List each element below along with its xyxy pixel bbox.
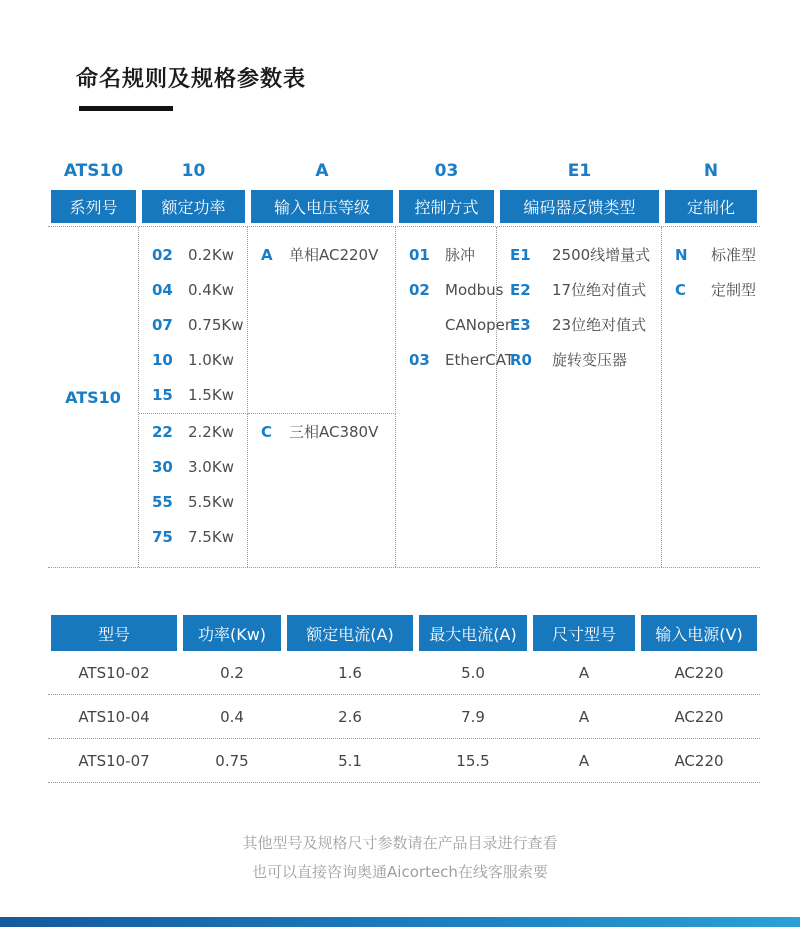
spec-header-input-power: 输入电源(V) xyxy=(641,615,757,651)
control-code: 02 xyxy=(409,280,430,299)
naming-code-voltage: A xyxy=(315,161,329,181)
control-item xyxy=(396,342,514,377)
power-item xyxy=(139,414,247,449)
spec-row xyxy=(48,739,760,783)
voltage-item xyxy=(248,237,395,272)
encoder-item xyxy=(497,237,661,272)
encoder-code: E3 xyxy=(510,315,531,334)
spec-cell-power: 0.2 xyxy=(220,663,244,682)
series-label: ATS10 xyxy=(65,387,121,407)
power-label: 1.0Kw xyxy=(188,350,234,369)
voltage-group-1 xyxy=(248,227,396,414)
control-label: 脉冲 xyxy=(445,246,476,264)
custom-item xyxy=(662,272,760,307)
spec-cell-input-power: AC220 xyxy=(674,707,724,726)
footer-line-2: 也可以直接咨询奥通Aicortech在线客服索要 xyxy=(252,863,548,881)
power-code: 30 xyxy=(152,457,173,476)
spec-header-max-current: 最大电流(A) xyxy=(419,615,527,651)
power-label: 2.2Kw xyxy=(188,422,234,441)
control-item xyxy=(396,272,504,307)
naming-code-encoder: E1 xyxy=(567,161,592,181)
naming-body xyxy=(48,226,760,568)
power-code: 15 xyxy=(152,385,173,404)
control-label: Modbus xyxy=(445,280,504,299)
power-item xyxy=(139,342,247,377)
power-label: 0.4Kw xyxy=(188,280,234,299)
power-item xyxy=(139,307,247,342)
naming-codes-row xyxy=(48,161,760,181)
spec-cell-model: ATS10-07 xyxy=(78,751,150,770)
footer-line-1: 其他型号及规格尺寸参数请在产品目录进行查看 xyxy=(242,834,558,852)
naming-code-custom: N xyxy=(703,161,719,181)
control-item xyxy=(396,237,496,272)
spec-header-power: 功率(Kw) xyxy=(183,615,281,651)
title-underline xyxy=(79,106,173,111)
power-group-1 xyxy=(139,227,248,414)
encoder-label: 旋转变压器 xyxy=(552,351,628,369)
control-item xyxy=(396,307,515,342)
power-label: 1.5Kw xyxy=(188,385,234,404)
encoder-code: R0 xyxy=(510,350,532,369)
spec-header-row xyxy=(48,615,760,651)
naming-code-series: ATS10 xyxy=(63,161,124,181)
encoder-code: E1 xyxy=(510,245,531,264)
voltage-label: 三相AC380V xyxy=(289,423,379,441)
spec-cell-size: A xyxy=(578,751,590,770)
power-code: 04 xyxy=(152,280,173,299)
bottom-accent-bar xyxy=(0,917,800,927)
control-label: EtherCAT xyxy=(445,350,514,369)
power-item xyxy=(139,272,247,307)
custom-label: 定制型 xyxy=(711,281,757,299)
spec-row xyxy=(48,695,760,739)
spec-cell-size: A xyxy=(578,707,590,726)
spec-cell-rated-current: 1.6 xyxy=(338,663,362,682)
encoder-item xyxy=(497,307,661,342)
encoder-label: 17位绝对值式 xyxy=(552,281,647,299)
control-mode-cell xyxy=(396,227,515,567)
spec-cell-max-current: 15.5 xyxy=(456,751,490,770)
voltage-code: A xyxy=(261,245,273,264)
encoder-item xyxy=(497,342,661,377)
power-label: 5.5Kw xyxy=(188,492,234,511)
encoder-code: E2 xyxy=(510,280,531,299)
encoder-label: 23位绝对值式 xyxy=(552,316,647,334)
power-group-2 xyxy=(139,414,248,567)
custom-label: 标准型 xyxy=(711,246,757,264)
control-code: 01 xyxy=(409,245,430,264)
power-code: 55 xyxy=(152,492,173,511)
customization-cell xyxy=(662,227,760,567)
power-label: 0.2Kw xyxy=(188,245,234,264)
power-code: 02 xyxy=(152,245,173,264)
power-item xyxy=(139,449,247,484)
power-code: 22 xyxy=(152,422,173,441)
power-label: 3.0Kw xyxy=(188,457,234,476)
naming-header-encoder: 编码器反馈类型 xyxy=(500,190,659,223)
power-label: 0.75Kw xyxy=(188,315,244,334)
spec-header-size: 尺寸型号 xyxy=(533,615,635,651)
voltage-code: C xyxy=(261,422,273,441)
spec-cell-power: 0.75 xyxy=(215,751,249,770)
naming-table xyxy=(48,161,760,568)
spec-cell-model: ATS10-04 xyxy=(78,707,150,726)
naming-headers-row xyxy=(48,190,760,223)
naming-header-series: 系列号 xyxy=(51,190,136,223)
custom-code: C xyxy=(675,280,687,299)
spec-cell-size: A xyxy=(578,663,590,682)
voltage-label: 单相AC220V xyxy=(289,246,379,264)
spec-header-rated-current: 额定电流(A) xyxy=(287,615,413,651)
title-section xyxy=(0,0,800,111)
encoder-item xyxy=(497,272,661,307)
page-title: 命名规则及规格参数表 xyxy=(76,67,307,92)
spec-cell-rated-current: 2.6 xyxy=(338,707,362,726)
power-code: 07 xyxy=(152,315,173,334)
custom-item xyxy=(662,237,760,272)
spec-cell-model: ATS10-02 xyxy=(78,663,150,682)
naming-header-control: 控制方式 xyxy=(399,190,494,223)
encoder-label: 2500线增量式 xyxy=(552,246,651,264)
series-cell xyxy=(48,227,139,567)
power-item xyxy=(139,484,247,519)
spec-cell-input-power: AC220 xyxy=(674,663,724,682)
naming-header-custom: 定制化 xyxy=(665,190,757,223)
power-item xyxy=(139,519,247,554)
naming-header-voltage: 输入电压等级 xyxy=(251,190,393,223)
control-code: 03 xyxy=(409,350,430,369)
spec-cell-rated-current: 5.1 xyxy=(338,751,362,770)
power-item xyxy=(139,377,247,412)
power-item xyxy=(139,237,247,272)
spec-cell-max-current: 7.9 xyxy=(461,707,485,726)
encoder-type-cell xyxy=(497,227,662,567)
spec-table xyxy=(48,615,760,783)
voltage-group-2 xyxy=(248,414,396,567)
spec-cell-max-current: 5.0 xyxy=(461,663,485,682)
naming-header-power: 额定功率 xyxy=(142,190,245,223)
spec-row xyxy=(48,651,760,695)
spec-header-model: 型号 xyxy=(51,615,177,651)
power-code: 10 xyxy=(152,350,173,369)
spec-cell-power: 0.4 xyxy=(220,707,244,726)
footer-note xyxy=(0,829,800,887)
naming-code-control: 03 xyxy=(434,161,459,181)
custom-code: N xyxy=(675,245,688,264)
naming-code-power: 10 xyxy=(181,161,206,181)
power-code: 75 xyxy=(152,527,173,546)
power-label: 7.5Kw xyxy=(188,527,234,546)
spec-cell-input-power: AC220 xyxy=(674,751,724,770)
control-label: CANopen xyxy=(445,315,515,334)
voltage-item xyxy=(248,414,395,449)
